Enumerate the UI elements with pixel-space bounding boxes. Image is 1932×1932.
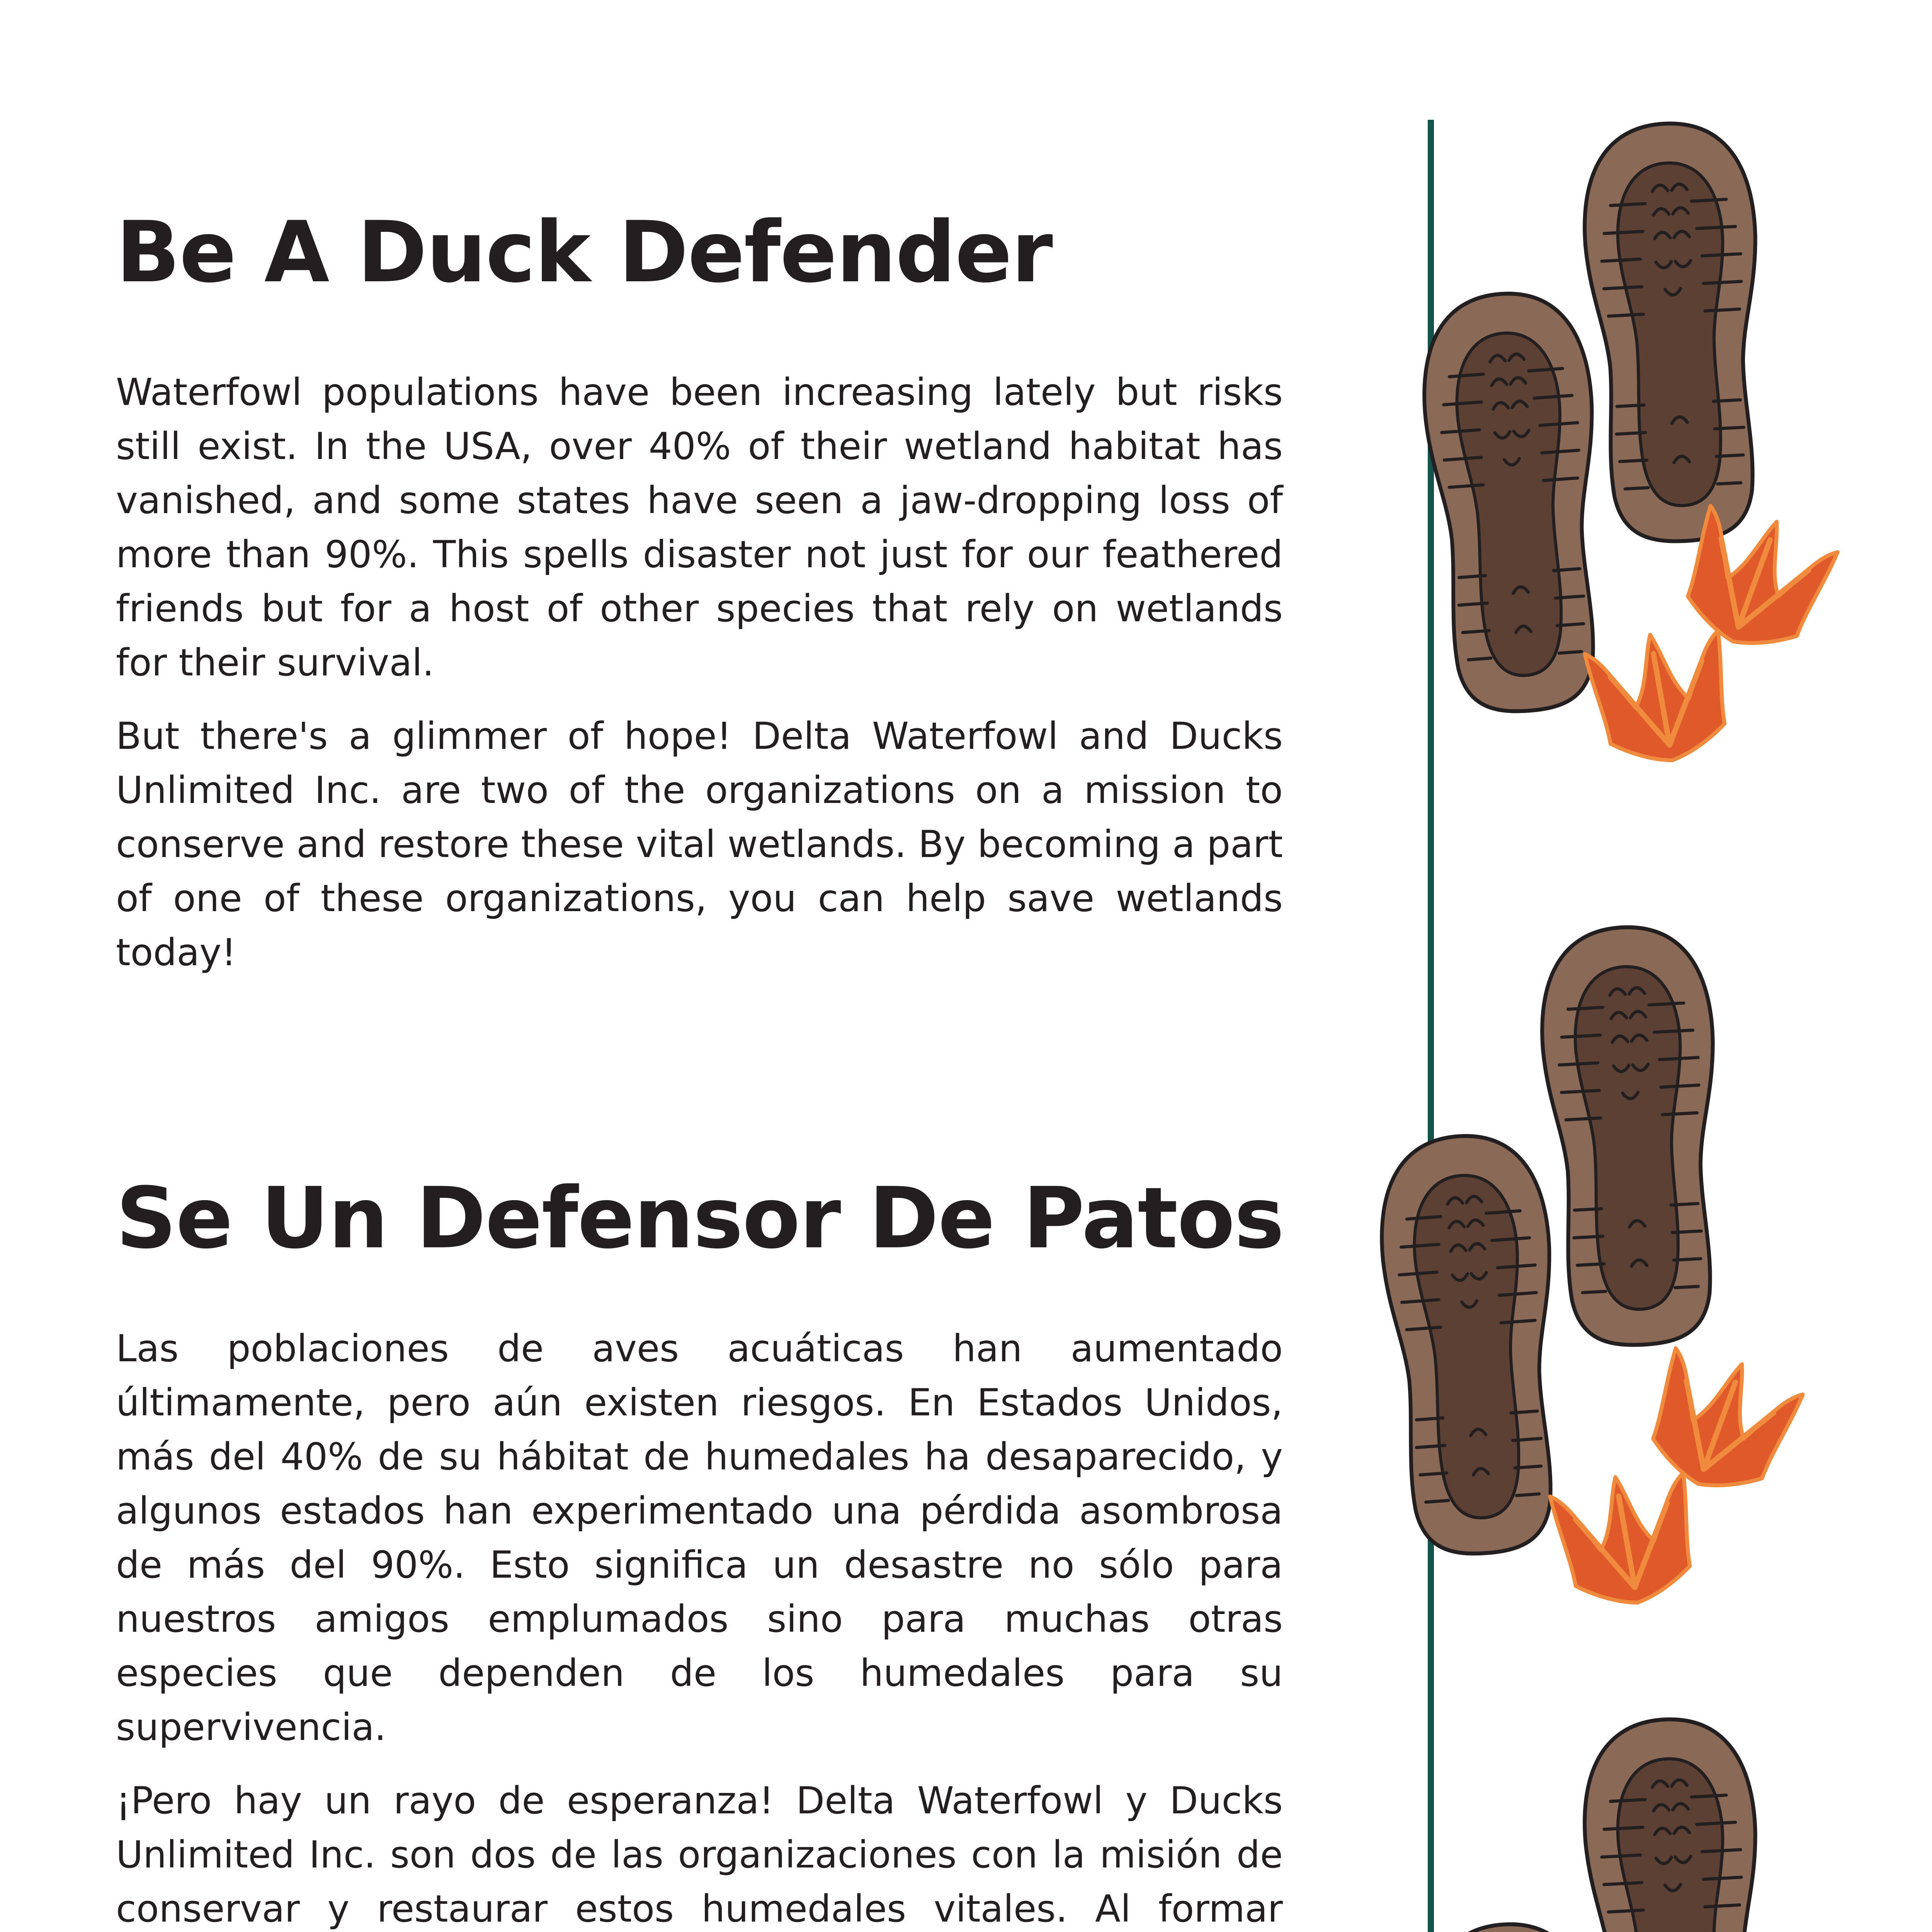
spanish-paragraph-2: ¡Pero hay un rayo de esperanza! Delta Waterfowl y Ducks Unlimited Inc. son dos de las organizaciones con la misión de conservar y restaurar estos humedales vitales. Al formar [116,1779,1283,1930]
spanish-paragraph-1: Las poblaciones de aves acuáticas han aumentado últimamente, pero aún existen riesgos. En Estados Unidos, más del 40% de su hábitat de humedales ha desaparecido, y algunos estados han experimentado una pérdida asombrosa de más del 90%. Esto significa un desastre no sólo para nuestros amigos emplumados sino para muchas otras especies que dependen de los humedales para su supervivencia. [116,1327,1283,1749]
boot-print-icon [1579,119,1770,545]
footprint-trail-illustration [1314,0,1932,1932]
duck-footprint-icon [1583,623,1739,772]
english-title: Be A Duck Defender [116,204,1052,301]
english-body [116,365,1283,999]
boot-print-icon [1537,923,1728,1349]
boot-print-icon [1375,1130,1569,1559]
duck-footprint-icon [1635,1341,1806,1507]
duck-footprint-icon [1549,1465,1704,1614]
boot-print-icon [1419,1918,1614,1932]
english-paragraph-1: Waterfowl populations have been increasing lately but risks still exist. In the USA, over 40% of their wetland habitat has vanished, and some states have seen a jaw-dropping loss of more than 90%. This spells disaster not just for our feathered friends but for a host of other species that rely on wetlands for their survival. [116,371,1283,684]
spanish-title: Se Un Defensor De Patos [116,1170,1284,1267]
boot-print-icon [1417,288,1612,717]
spanish-body [116,1321,1283,1932]
english-paragraph-2: But there's a glimmer of hope! Delta Waterfowl and Ducks Unlimited Inc. are two of the organizations on a mission to conserve and restore these vital wetlands. By becoming a part of one of these organizations, you can help save wetlands today! [116,714,1283,974]
boot-print-icon [1579,1715,1770,1932]
